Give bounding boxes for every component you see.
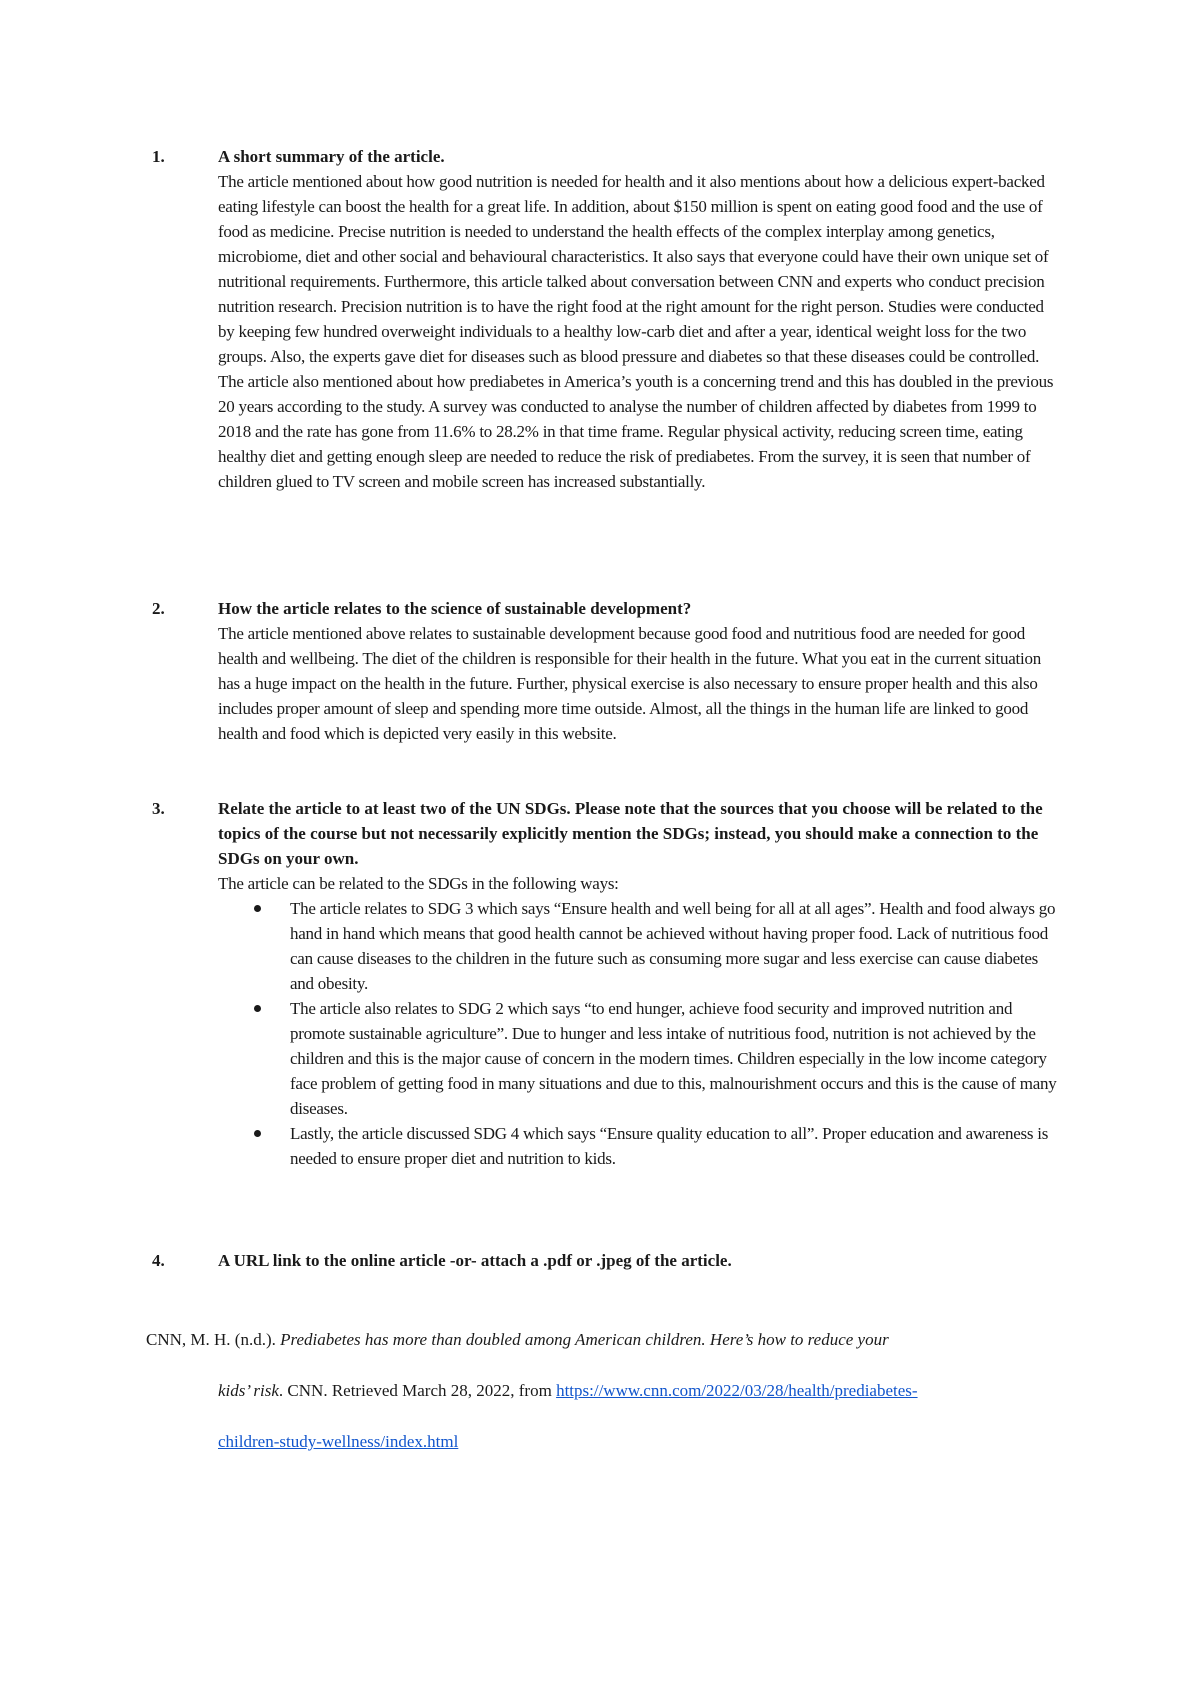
section-body: The article mentioned above relates to sustainable development because good food and nutritious food are needed for good health and wellbeing. The diet of the children is responsible for their health in the future. What you eat in the current situation has a huge impact on the health in the future. Further, physical exercise is also necessary to ensure proper health and this also includes proper amount of sleep and spending more time outside. Almost, all the things in the human life are linked to good health and food which is depicted very easily in this website.: [218, 624, 1041, 743]
section-heading: A URL link to the online article -or- attach a .pdf or .jpeg of the article.: [218, 1251, 732, 1270]
bullet-icon: [254, 1130, 261, 1137]
list-item: [290, 1121, 1060, 1171]
section-number: 3.: [152, 799, 165, 818]
list-item: [290, 996, 1060, 1121]
bullet-text: The article also relates to SDG 2 which says “to end hunger, achieve food security and improved nutrition and promote sustainable agriculture”. Due to hunger and less intake of nutritious food, nutrition is not achieved by the children and this is the major cause of concern in the modern times. Children especially in the low income category face problem of getting food in many situations and due to this, malnourishment occurs and this is the cause of many diseases.: [290, 999, 1057, 1118]
reference-citation: [146, 1314, 1066, 1467]
section-heading: A short summary of the article.: [218, 147, 445, 166]
section-number: 4.: [152, 1251, 165, 1270]
section-body: The article can be related to the SDGs in the following ways:: [218, 874, 619, 893]
bullet-text: The article relates to SDG 3 which says “Ensure health and well being for all at all ages”. Health and food always go hand in hand which means that good health cannot be achieved without having proper food. Lack of nutritious food can cause diseases to the children in the future such as consuming more sugar and less exercise can cause diabetes and obesity.: [290, 899, 1056, 993]
citation-line-3: [146, 1416, 1066, 1467]
bullet-icon: [254, 905, 261, 912]
section-number: 2.: [152, 599, 165, 618]
citation-source: . CNN. Retrieved March 28, 2022, from: [278, 1381, 557, 1400]
section-body: The article mentioned about how good nutrition is needed for health and it also mentions about how a delicious expert-backed eating lifestyle can boost the health for a great life. In addition, about $150 million is spent on eating good food and the use of food as medicine. Precise nutrition is needed to understand the health effects of the complex interplay among genetics, microbiome, diet and other social and behavioural characteristics. It also says that everyone could have their own unique set of nutritional requirements. Furthermore, this article talked about conversation between CNN and experts who conduct precision nutrition research. Precision nutrition is to have the right food at the right amount for the right person. Studies were conducted by keeping few hundred overweight individuals to a healthy low-carb diet and after a year, identical weight loss for the two groups. Also, the experts gave diet for diseases such as blood pressure and diabetes so that these diseases could be controlled. The article also mentioned about how prediabetes in America’s youth is a concerning trend and this has doubled in the previous 20 years according to the study. A survey was conducted to analyse the number of children affected by diabetes from 1999 to 2018 and the rate has gone from 11.6% to 28.2% in that time frame. Regular physical activity, reducing screen time, eating healthy diet and getting enough sleep are needed to reduce the risk of prediabetes. From the survey, it is seen that number of children glued to TV screen and mobile screen has increased substantially.: [218, 172, 1054, 491]
article-url-link-continued[interactable]: children-study-wellness/index.html: [218, 1432, 459, 1451]
section-4: [152, 1248, 1060, 1273]
citation-title-part2: kids’ risk: [218, 1381, 279, 1400]
section-3: [152, 796, 1060, 1171]
section-heading: Relate the article to at least two of the UN SDGs. Please note that the sources that you choose will be related to the topics of the course but not necessarily explicitly mention the SDGs; instead, you should make a connection to the SDGs on your own.: [218, 799, 1043, 868]
list-item: [290, 896, 1060, 996]
citation-line-2: [146, 1365, 1066, 1416]
section-1: [152, 144, 1060, 494]
citation-author: CNN, M. H. (n.d.).: [146, 1330, 281, 1349]
article-url-link[interactable]: https://www.cnn.com/2022/03/28/health/prediabetes-: [556, 1381, 918, 1400]
bullet-text: Lastly, the article discussed SDG 4 which says “Ensure quality education to all”. Proper education and awareness is needed to ensure proper diet and nutrition to kids.: [290, 1124, 1049, 1168]
section-2: [152, 596, 1060, 746]
citation-title-part1: Prediabetes has more than doubled among American children. Here’s how to reduce your: [280, 1330, 889, 1349]
section-number: 1.: [152, 147, 165, 166]
section-heading: How the article relates to the science of sustainable development?: [218, 599, 692, 618]
sdg-bullet-list: [180, 896, 1060, 1171]
bullet-icon: [254, 1005, 261, 1012]
citation-line-1: [146, 1314, 1066, 1365]
